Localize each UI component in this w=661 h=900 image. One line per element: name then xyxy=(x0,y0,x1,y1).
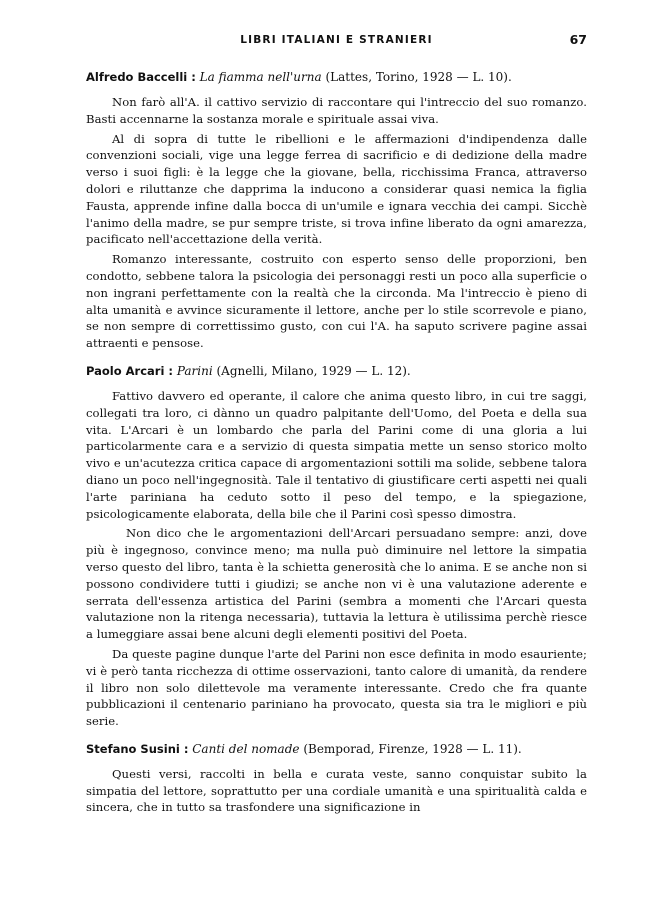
review-author: Paolo Arcari : xyxy=(86,363,173,378)
running-title: LIBRI ITALIANI E STRANIERI xyxy=(240,34,433,46)
review-publication: (Bemporad, Firenze, 1928 — L. 11). xyxy=(303,741,522,756)
review-paragraph: Non dico che le argomentazioni dell'Arcari persuadano sempre: anzi, dove più è ingegnoso, convince meno; ma nulla può diminuire nel lettore la simpatia verso questo del libro, tanta è la schietta generosità che lo anima. E se anche non si possono condividere tutti i giudizi; se anche non vi è una valutazione aderente e serrata dell'essenza artistica del Parini (sembra a momenti che l'Arcari questa valutazione non la ritenga necessaria), tuttavia la lettura è utilissima perchè riesce a lumeggiare assai bene alcuni degli elementi positivi del Poeta. xyxy=(86,526,587,642)
review-book-title: Canti del nomade xyxy=(192,741,300,756)
review-heading xyxy=(86,740,587,758)
review-paragraph: Fattivo davvero ed operante, il calore che anima questo libro, in cui tre saggi, collegati tra loro, ci dànno un quadro palpitante dell'Uomo, del Poeta e della sua vita. L'Arcari è un lombardo che parla del Parini come di una gloria a lui particolarmente cara e a servizio di questa simpatia mette un senso storico molto vivo e un'acutezza critica capace di argomentazioni sottili ma solide, sebbene talora diano un poco nell'ingegnosità. Tale il tentativo di giustificare certi aspetti nei quali l'arte pariniana ha ceduto sotto il peso del tempo, e la spiegazione, psicologicamente elaborata, della bile che il Parini così spesso dimostra. xyxy=(86,388,587,521)
review-paragraph: Questi versi, raccolti in bella e curata veste, sanno conquistar subito la simpatia del lettore, soprattutto per una cordiale umanità e una spiritualità calda e sincera, che in tutto sa trasfondere una significazione in xyxy=(86,766,587,815)
review-publication: (Lattes, Torino, 1928 — L. 10). xyxy=(325,70,512,84)
review-book-title: La fiamma nell'urna xyxy=(199,70,322,84)
review-author: Stefano Susini : xyxy=(86,741,189,756)
review-book-title: Parini xyxy=(176,363,213,378)
page-number: 67 xyxy=(569,32,587,47)
review-baccelli xyxy=(86,68,587,352)
review-publication: (Agnelli, Milano, 1929 — L. 12). xyxy=(216,363,411,378)
review-paragraph: Da queste pagine dunque l'arte del Parini non esce definita in modo esauriente; vi è però tanta ricchezza di ottime osservazioni, tanto calore di umanità, da rendere il libro non solo dilettevole ma veramente interessante. Credo che fra quante pubblicazioni il centenario pariniano ha provocato, questa sia tra le migliori e più serie. xyxy=(86,646,587,729)
review-heading xyxy=(86,68,587,86)
review-susini xyxy=(86,740,587,816)
review-arcari xyxy=(86,362,587,730)
review-paragraph: Non farò all'A. il cattivo servizio di raccontare qui l'intreccio del suo romanzo. Basti accennarne la sostanza morale e spirituale assai viva. xyxy=(86,95,587,126)
review-heading xyxy=(86,362,587,380)
page-header xyxy=(86,0,587,54)
review-paragraph: Al di sopra di tutte le ribellioni e le affermazioni d'indipendenza dalle convenzioni sociali, vige una legge ferrea di sacrificio e di dedizione della madre verso i suoi figli: è la legge che la giovane, bella, ricchissima Franca, attraverso dolori e riluttanze che dapprima la inducono a considerar quasi nemica la figlia Fausta, apprende infine dalla bocca di un'umile e ignara vecchia dei campi. Sicchè l'animo della madre, se pur sempre triste, si trova infine liberato da ogni amarezza, pacificato nell'accettazione della verità. xyxy=(86,131,587,247)
review-author: Alfredo Baccelli : xyxy=(86,70,196,84)
review-paragraph: Romanzo interessante, costruito con esperto senso delle proporzioni, ben condotto, sebbene talora la psicologia dei personaggi resti un poco alla superficie o non ingrani perfettamente con la realtà che la circonda. Ma l'intreccio è pieno di alta umanità e avvince sicuramente il lettore, anche per lo stile scorrevole e piano, se non sempre di correttissimo gusto, con cui l'A. ha saputo scrivere pagine assai attraenti e pensose. xyxy=(86,252,587,351)
